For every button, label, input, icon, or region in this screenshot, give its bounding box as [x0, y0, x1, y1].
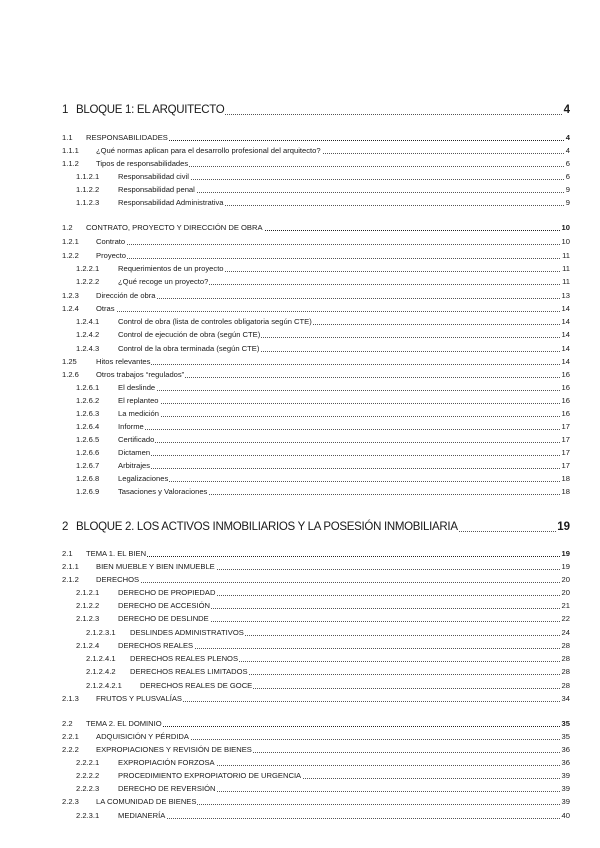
toc-entry-number: 1.2.2 — [62, 251, 79, 260]
toc-entry-number: 1.2.6.2 — [76, 396, 100, 405]
toc-entry-title[interactable]: Responsabilidad penal — [118, 185, 195, 194]
toc-entry[interactable] — [0, 145, 600, 157]
toc-entry-page-number[interactable]: 19 — [561, 549, 570, 558]
dot-leader — [96, 311, 568, 312]
toc-entry-page-number[interactable]: 16 — [561, 383, 570, 392]
toc-entry-number: 2 — [62, 521, 69, 533]
toc-entry-title[interactable]: Certificado — [118, 435, 155, 444]
toc-entry-page-number[interactable]: 36 — [561, 745, 570, 754]
toc-entry-title[interactable]: Control de la obra terminada (según CTE) — [118, 344, 260, 353]
toc-entry[interactable] — [0, 158, 600, 170]
dot-leader — [96, 244, 568, 245]
toc-entry[interactable] — [0, 290, 600, 302]
dot-leader — [96, 364, 568, 365]
toc-entry-page-number[interactable]: 14 — [561, 304, 570, 313]
toc-entry-number: 1.2.2.2 — [76, 277, 100, 286]
toc-entry[interactable] — [0, 132, 600, 144]
toc-entry-title[interactable]: TEMA 1. EL BIEN — [86, 549, 147, 558]
toc-entry-page-number[interactable]: 6 — [565, 172, 570, 181]
toc-entry[interactable] — [0, 473, 600, 485]
toc-entry-page-number[interactable]: 36 — [561, 758, 570, 767]
toc-entry[interactable] — [0, 369, 600, 381]
dot-leader — [118, 481, 568, 482]
toc-entry-number: 1.2.6.4 — [76, 422, 100, 431]
toc-entry-title[interactable]: Control de ejecución de obra (según CTE) — [118, 330, 261, 339]
toc-entry[interactable] — [0, 447, 600, 459]
toc-entry-page-number[interactable]: 18 — [561, 474, 570, 483]
toc-entry-page-number[interactable]: 28 — [561, 681, 570, 690]
dot-leader — [118, 468, 568, 469]
toc-entry-page-number[interactable]: 17 — [561, 448, 570, 457]
toc-entry-title[interactable]: FRUTOS Y PLUSVALÍAS — [96, 694, 182, 703]
toc-entry-number: 1.2.6.5 — [76, 435, 100, 444]
toc-entry-title[interactable]: Tipos de responsabilidades — [96, 159, 189, 168]
toc-entry[interactable] — [0, 356, 600, 368]
toc-entry[interactable] — [0, 640, 600, 652]
toc-entry-number: 1.2.6 — [62, 370, 79, 379]
toc-entry-number: 1.2.6.6 — [76, 448, 100, 457]
toc-entry[interactable] — [0, 653, 600, 665]
toc-entry-title[interactable]: DESLINDES ADMINISTRATIVOS — [130, 628, 244, 637]
toc-entry-number: 1.2.3 — [62, 291, 79, 300]
toc-entry[interactable] — [0, 666, 600, 678]
toc-entry-number: 1.2.4.1 — [76, 317, 100, 326]
toc-entry-number: 1.1.1 — [62, 146, 79, 155]
toc-entry-title[interactable]: EXPROPIACIÓN FORZOSA — [118, 758, 215, 767]
toc-entry-number: 2.2 — [62, 719, 73, 728]
toc-entry-title[interactable]: Proyecto — [96, 251, 126, 260]
toc-entry-number: 1.2.4 — [62, 304, 79, 313]
toc-entry-page-number[interactable]: 35 — [561, 732, 570, 741]
toc-entry-title[interactable]: Dirección de obra — [96, 291, 156, 300]
toc-entry-page-number[interactable]: 20 — [561, 575, 570, 584]
toc-entry-title[interactable]: Requerimientos de un proyecto — [118, 264, 224, 273]
toc-entry-title[interactable]: Legalizaciones — [118, 474, 169, 483]
toc-entry[interactable] — [0, 783, 600, 795]
toc-entry[interactable] — [0, 263, 600, 275]
toc-entry-title[interactable]: El replanteo — [118, 396, 159, 405]
toc-entry-title[interactable]: DERECHOS REALES LIMITADOS — [130, 667, 248, 676]
toc-entry-title[interactable]: BLOQUE 2. LOS ACTIVOS INMOBILIARIOS Y LA POSESIÓN INMOBILIARIA — [76, 518, 459, 536]
toc-entry-number: 1.1.2.3 — [76, 198, 100, 207]
toc-entry-title[interactable]: ADQUISICIÓN Y PÉRDIDA — [96, 732, 189, 741]
toc-entry[interactable] — [0, 460, 600, 472]
toc-entry-page-number[interactable]: 40 — [561, 811, 570, 820]
toc-entry-page-number[interactable]: 14 — [561, 330, 570, 339]
toc-entry-number: 2.2.2 — [62, 745, 79, 754]
toc-entry[interactable] — [0, 171, 600, 183]
toc-entry-title[interactable]: DERECHOS REALES — [118, 641, 194, 650]
toc-entry[interactable] — [0, 434, 600, 446]
toc-entry[interactable] — [0, 518, 600, 536]
toc-entry-page-number[interactable]: 16 — [561, 409, 570, 418]
toc-entry[interactable] — [0, 343, 600, 355]
toc-entry-number: 1.2.4.2 — [76, 330, 100, 339]
dot-leader — [118, 455, 568, 456]
toc-entry-title[interactable]: Informe — [118, 422, 144, 431]
dot-leader — [118, 416, 568, 417]
toc-entry-number: 2.1.2.2 — [76, 601, 100, 610]
toc-entry-title[interactable]: TEMA 2. EL DOMINIO — [86, 719, 162, 728]
toc-entry[interactable] — [0, 718, 600, 730]
toc-entry-title[interactable]: DERECHOS REALES PLENOS — [130, 654, 239, 663]
dot-leader — [86, 556, 568, 557]
toc-entry[interactable] — [0, 329, 600, 341]
toc-entry[interactable] — [0, 680, 600, 692]
toc-entry-title[interactable]: Responsabilidad civil — [118, 172, 189, 181]
toc-entry-page-number[interactable]: 4 — [563, 101, 570, 119]
toc-entry[interactable] — [0, 316, 600, 328]
toc-entry-page-number[interactable]: 4 — [565, 133, 570, 142]
toc-entry-title[interactable]: RESPONSABILIDADES — [86, 133, 168, 142]
toc-entry-title[interactable]: DERECHO DE PROPIEDAD — [118, 588, 216, 597]
toc-entry-page-number[interactable]: 14 — [561, 357, 570, 366]
toc-entry-page-number[interactable]: 9 — [565, 185, 570, 194]
dot-leader — [118, 429, 568, 430]
toc-entry-title[interactable]: DERECHOS REALES DE GOCE — [140, 681, 253, 690]
toc-entry-title[interactable]: Contrato — [96, 237, 126, 246]
toc-entry[interactable] — [0, 561, 600, 573]
toc-entry[interactable] — [0, 101, 600, 119]
toc-entry-title[interactable]: El deslinde — [118, 383, 156, 392]
toc-entry-page-number[interactable]: 39 — [561, 784, 570, 793]
toc-entry-page-number[interactable]: 18 — [561, 487, 570, 496]
toc-entry-number: 1.2.6.7 — [76, 461, 100, 470]
toc-entry-number: 2.1.2 — [62, 575, 79, 584]
toc-entry-title[interactable]: PROCEDIMIENTO EXPROPIATORIO DE URGENCIA — [118, 771, 302, 780]
toc-entry[interactable] — [0, 574, 600, 586]
toc-entry-number: 2.2.3.1 — [76, 811, 100, 820]
toc-entry[interactable] — [0, 250, 600, 262]
toc-entry-number: 1.2.6.3 — [76, 409, 100, 418]
toc-entry-page-number[interactable]: 14 — [561, 317, 570, 326]
toc-entry-title[interactable]: BIEN MUEBLE Y BIEN INMUEBLE — [96, 562, 215, 571]
toc-entry-number: 1.1.2.1 — [76, 172, 100, 181]
toc-entry-page-number[interactable]: 24 — [561, 628, 570, 637]
toc-entry-number: 1.2 — [62, 223, 73, 232]
toc-entry[interactable] — [0, 548, 600, 560]
toc-entry-page-number[interactable]: 4 — [565, 146, 570, 155]
toc-entry-page-number[interactable]: 16 — [561, 396, 570, 405]
toc-entry-number: 2.2.2.1 — [76, 758, 100, 767]
toc-entry[interactable] — [0, 693, 600, 705]
toc-entry[interactable] — [0, 197, 600, 209]
toc-entry-page-number[interactable]: 6 — [565, 159, 570, 168]
toc-entry-title[interactable]: Arbitrajes — [118, 461, 151, 470]
dot-leader — [118, 442, 568, 443]
toc-entry-page-number[interactable]: 14 — [561, 344, 570, 353]
toc-entry-page-number[interactable]: 20 — [561, 588, 570, 597]
toc-entry-number: 1.2.6.8 — [76, 474, 100, 483]
toc-entry-number: 1.25 — [62, 357, 77, 366]
toc-entry-page-number[interactable]: 19 — [561, 562, 570, 571]
toc-entry[interactable] — [0, 627, 600, 639]
dot-leader — [118, 818, 568, 819]
toc-entry-title[interactable]: DERECHOS — [96, 575, 140, 584]
dot-leader — [96, 582, 568, 583]
toc-entry[interactable] — [0, 796, 600, 808]
toc-entry[interactable] — [0, 421, 600, 433]
toc-entry-number: 2.2.2.3 — [76, 784, 100, 793]
dot-leader — [118, 390, 568, 391]
toc-entry-page-number[interactable]: 10 — [561, 223, 570, 232]
toc-entry-title[interactable]: Control de obra (lista de controles obligatoria según CTE) — [118, 317, 312, 326]
dot-leader — [118, 403, 568, 404]
toc-entry[interactable] — [0, 395, 600, 407]
toc-entry-number: 2.1.2.1 — [76, 588, 100, 597]
toc-entry-number: 2.2.2.2 — [76, 771, 100, 780]
dot-leader — [96, 258, 568, 259]
toc-entry-number: 1.1.2.2 — [76, 185, 100, 194]
toc-entry-title[interactable]: Otros trabajos “regulados” — [96, 370, 185, 379]
toc-entry-number: 1.2.4.3 — [76, 344, 100, 353]
toc-entry-number: 1.2.6.1 — [76, 383, 100, 392]
toc-entry-page-number[interactable]: 34 — [561, 694, 570, 703]
toc-entry-number: 2.2.1 — [62, 732, 79, 741]
toc-entry-title[interactable]: Tasaciones y Valoraciones — [118, 487, 208, 496]
toc-entry-title[interactable]: DERECHO DE DESLINDE — [118, 614, 209, 623]
toc-entry-number: 2.1.2.4 — [76, 641, 100, 650]
toc-entry[interactable] — [0, 744, 600, 756]
toc-entry[interactable] — [0, 276, 600, 288]
toc-entry-number: 1.2.1 — [62, 237, 79, 246]
toc-entry-title[interactable]: Dictamen — [118, 448, 151, 457]
toc-entry-number: 2.1.2.3.1 — [86, 628, 116, 637]
toc-entry[interactable] — [0, 600, 600, 612]
toc-entry-number: 1 — [62, 104, 69, 116]
toc-entry-title[interactable]: DERECHO DE REVERSIÓN — [118, 784, 216, 793]
toc-entry[interactable] — [0, 236, 600, 248]
toc-entry-page-number[interactable]: 13 — [561, 291, 570, 300]
toc-entry-page-number[interactable]: 10 — [561, 237, 570, 246]
toc-entry-title[interactable]: ¿Qué recoge un proyecto? — [118, 277, 209, 286]
toc-entry-title[interactable]: EXPROPIACIONES Y REVISIÓN DE BIENES — [96, 745, 252, 754]
toc-entry-number: 1.1 — [62, 133, 73, 142]
toc-entry-page-number[interactable]: 39 — [561, 771, 570, 780]
toc-entry-title[interactable]: ¿Qué normas aplican para el desarrollo profesional del arquitecto? — [96, 146, 321, 155]
toc-entry-title[interactable]: BLOQUE 1: EL ARQUITECTO — [76, 101, 225, 119]
toc-entry[interactable] — [0, 587, 600, 599]
toc-entry-page-number[interactable]: 17 — [561, 435, 570, 444]
toc-entry-title[interactable]: Responsabilidad Administrativa — [118, 198, 224, 207]
toc-entry[interactable] — [0, 184, 600, 196]
toc-entry-title[interactable]: MEDIANERÍA — [118, 811, 166, 820]
toc-entry-number: 2.1.2.4.2 — [86, 667, 116, 676]
toc-entry-number: 1.2.2.1 — [76, 264, 100, 273]
toc-entry-page-number[interactable]: 28 — [561, 654, 570, 663]
toc-entry[interactable] — [0, 770, 600, 782]
toc-entry-number: 2.1 — [62, 549, 73, 558]
toc-entry-page-number[interactable]: 21 — [561, 601, 570, 610]
toc-entry-title[interactable]: CONTRATO, PROYECTO Y DIRECCIÓN DE OBRA — [86, 223, 263, 232]
toc-entry[interactable] — [0, 486, 600, 498]
dot-leader — [96, 298, 568, 299]
toc-entry[interactable] — [0, 303, 600, 315]
toc-entry-page-number[interactable]: 28 — [561, 667, 570, 676]
toc-entry-page-number[interactable]: 22 — [561, 614, 570, 623]
toc-entry-title[interactable]: Hitos relevantes — [96, 357, 151, 366]
toc-entry-page-number[interactable]: 11 — [562, 251, 570, 260]
toc-entry[interactable] — [0, 757, 600, 769]
toc-entry-number: 2.2.3 — [62, 797, 79, 806]
toc-entry-page-number[interactable]: 17 — [561, 422, 570, 431]
toc-entry[interactable] — [0, 731, 600, 743]
toc-entry-page-number[interactable]: 9 — [565, 198, 570, 207]
toc-entry-page-number[interactable]: 35 — [561, 719, 570, 728]
toc-entry-page-number[interactable]: 17 — [561, 461, 570, 470]
toc-entry-page-number[interactable]: 11 — [562, 277, 570, 286]
toc-entry[interactable] — [0, 382, 600, 394]
toc-entry[interactable] — [0, 810, 600, 822]
toc-entry-number: 1.1.2 — [62, 159, 79, 168]
toc-entry-title[interactable]: LA COMUNIDAD DE BIENES — [96, 797, 197, 806]
toc-entry-title[interactable]: DERECHO DE ACCESIÓN — [118, 601, 210, 610]
toc-entry[interactable] — [0, 222, 600, 234]
toc-entry-page-number[interactable]: 11 — [562, 264, 570, 273]
toc-entry-page-number[interactable]: 19 — [556, 518, 570, 536]
toc-entry-number: 2.1.1 — [62, 562, 79, 571]
toc-entry-title[interactable]: La medición — [118, 409, 159, 418]
toc-entry-number: 2.1.2.4.1 — [86, 654, 116, 663]
toc-entry-number: 1.2.6.9 — [76, 487, 100, 496]
toc-entry-page-number[interactable]: 39 — [561, 797, 570, 806]
toc-entry-page-number[interactable]: 28 — [561, 641, 570, 650]
toc-entry-number: 2.1.2.4.2.1 — [86, 681, 122, 690]
toc-entry-number: 2.1.2.3 — [76, 614, 100, 623]
toc-entry[interactable] — [0, 613, 600, 625]
toc-entry-title[interactable]: Otras — [96, 304, 115, 313]
toc-entry-page-number[interactable]: 16 — [561, 370, 570, 379]
toc-entry-number: 2.1.3 — [62, 694, 79, 703]
toc-entry[interactable] — [0, 408, 600, 420]
